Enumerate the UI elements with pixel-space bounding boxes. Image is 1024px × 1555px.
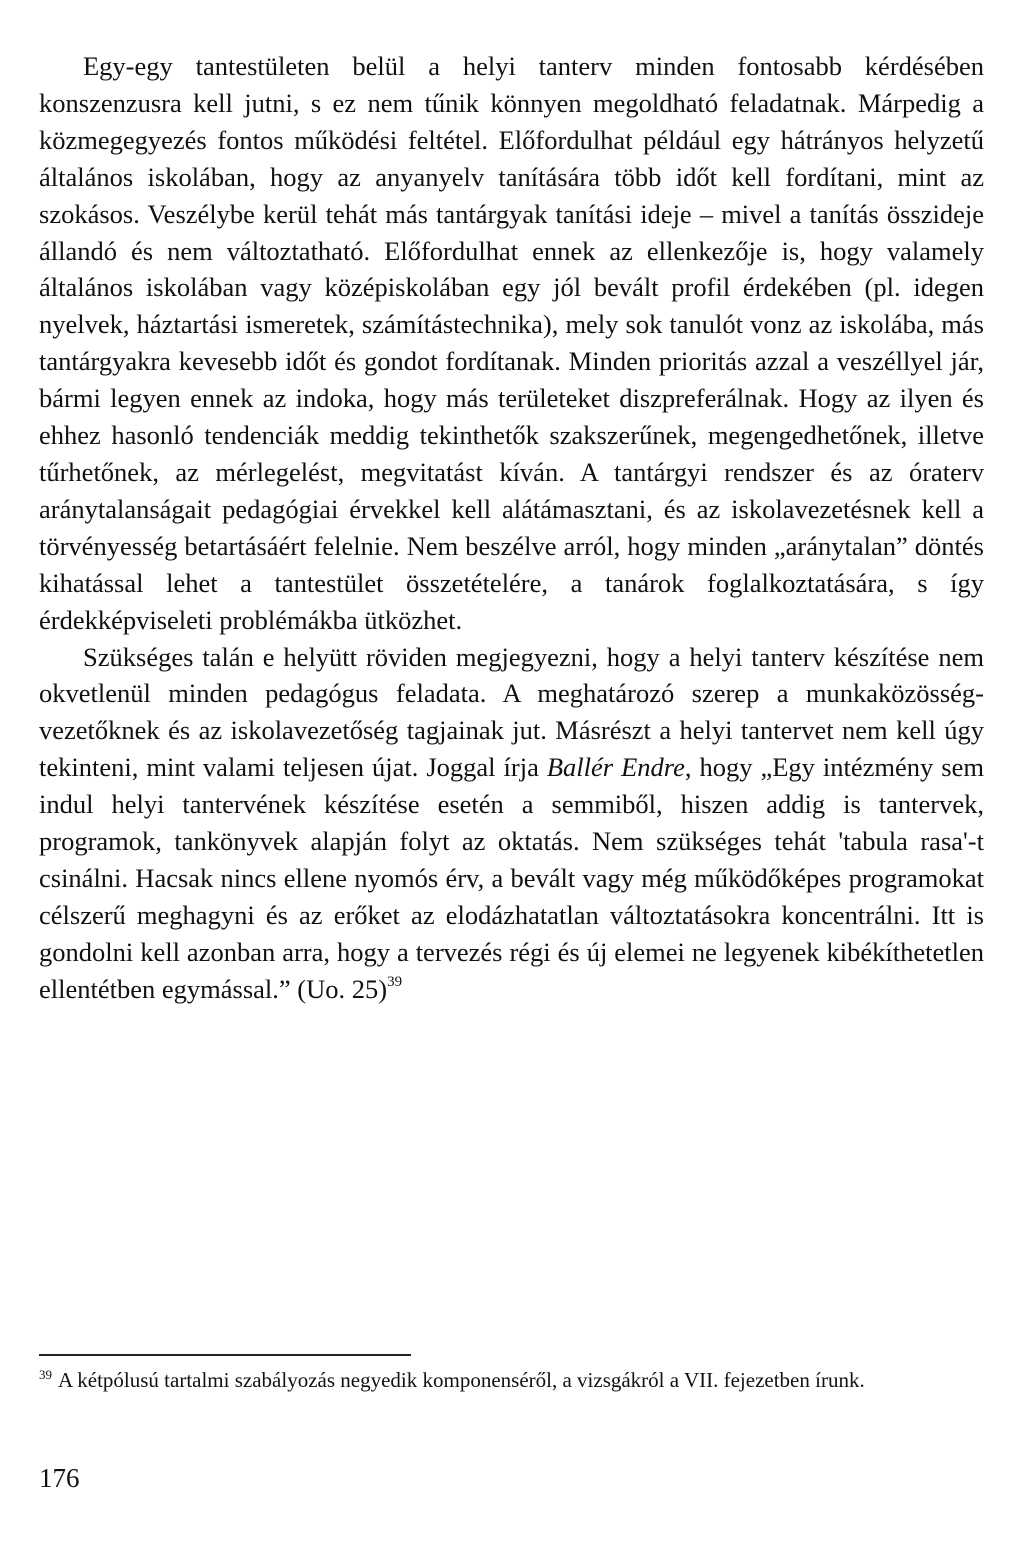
page-body (39, 48, 984, 1008)
paragraph-text: Szükséges talán e helyütt röviden megjegyezni, hogy a helyi tanterv készítése nem okvetlenül minden pedagógus feladata. A meghatározó szerep a munkaközösség-vezetőknek és az iskolavezetőség tagjainak jut. Másrészt a helyi tantervet nem kell úgy tekinteni, mint valami teljesen újat. Joggal írja (39, 641, 984, 783)
page-number: 176 (39, 1463, 80, 1493)
paragraph (39, 639, 984, 1008)
paragraph-text: , hogy „Egy intézmény sem indul helyi tantervének készítése esetén a semmiből, hiszen addig is tantervek, programok, tankönyvek alapján folyt az oktatás. Nem szükséges tehát 'tabula rasa'-t csinálni. Hacsak nincs ellene nyomós érv, a bevált vagy még működőképes programokat célszerű meghagyni és az erőket az elodázhatatlan változtatásokra koncentrálni. Itt is gondolni kell azonban arra, hogy a tervezés régi és új elemei ne legyenek kibékíthetetlen ellentétben egymással.” (Uo. 25) (39, 752, 984, 1004)
footnote (39, 1366, 984, 1395)
paragraph-text: Egy-egy tantestületen belül a helyi tanterv minden fontosabb kérdésében konszenzusra kell jutni, s ez nem tűnik könnyen megoldható feladatnak. Márpedig a közmegegyezés fontos működési feltétel. Előfordulhat például egy hátrányos helyzetű általános iskolában, hogy az anyanyelv tanítására több időt kell fordítani, mint az szokásos. Veszélybe kerül tehát más tantárgyak tanítási ideje – mivel a tanítás összideje állandó és nem változtatható. Előfordulhat ennek az ellenkezője is, hogy valamely általános iskolában vagy középiskolában egy jól bevált profil érdekében (pl. idegen nyelvek, háztartási ismeretek, számítástechnika), mely sok tanulót vonz az iskolába, más tantárgyakra kevesebb időt és gondot fordítanak. Minden prioritás azzal a veszéllyel jár, bármi legyen ennek az indoka, hogy más területeket diszpreferálnak. Hogy az ilyen és ehhez hasonló tendenciák meddig tekinthetők szakszerűnek, megengedhetőnek, illetve tűrhetőnek, az mérlegelést, megvitatást kíván. A tantárgyi rendszer és az óraterv aránytalanságait pedagógiai érvekkel kell alátámasztani, és az iskolavezetésnek kell a törvényesség betartásáért felelnie. Nem beszélve arról, hogy minden „aránytalan” döntés kihatással lehet a tantestület összetételére, a tanárok foglalkoztatására, s így érdekképviseleti problémákba ütközhet. (39, 51, 984, 635)
footnote-reference: 39 (387, 973, 403, 990)
footnote-number: 39 (39, 1367, 52, 1382)
cited-author-name: Ballér Endre (546, 752, 685, 783)
footnote-divider (39, 1354, 411, 1356)
paragraph (39, 48, 984, 639)
footnote-text: A kétpólusú tartalmi szabályozás negyedik komponenséről, a vizsgákról a VII. fejezetben írunk. (58, 1368, 865, 1392)
